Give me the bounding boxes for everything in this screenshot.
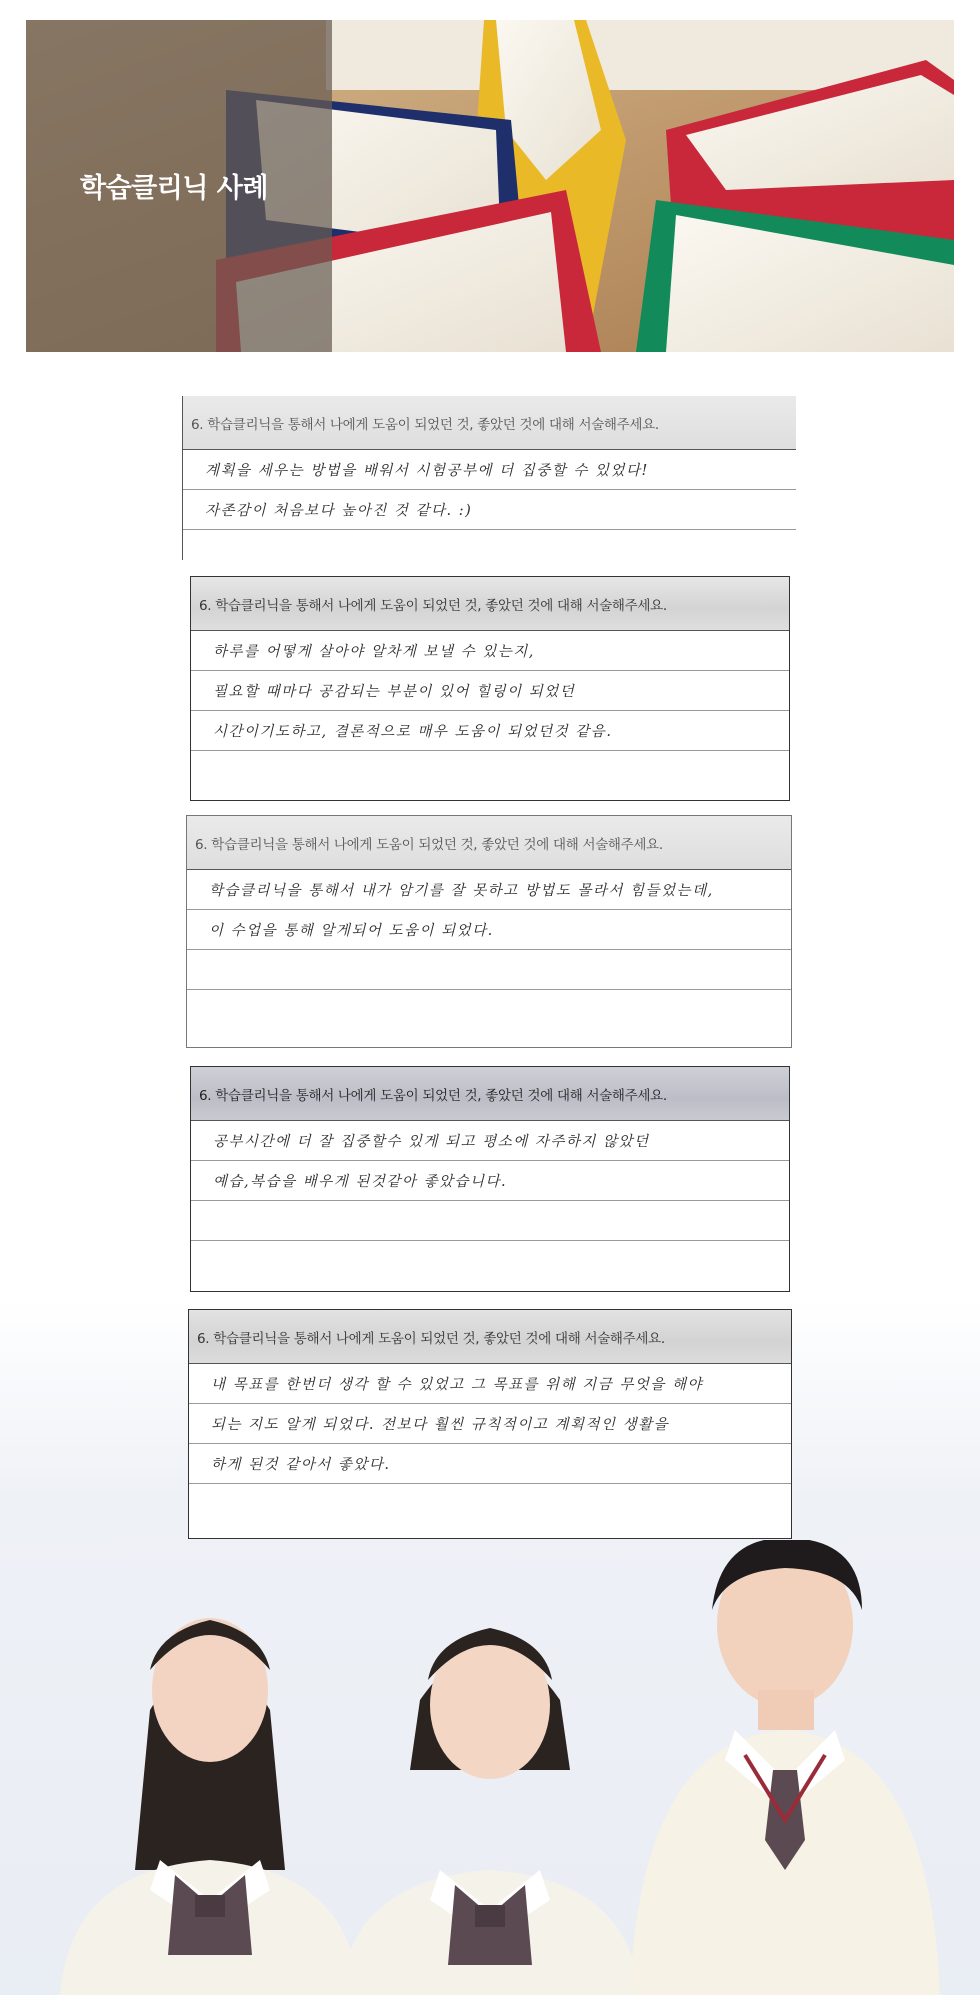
answer-line (187, 950, 791, 990)
student-boy-right (630, 1540, 940, 1995)
answer-line: 자존감이 처음보다 높아진 것 같다. :) (183, 490, 796, 530)
answer-line: 공부시간에 더 잘 집중할수 있게 되고 평소에 자주하지 않았던 (191, 1121, 789, 1161)
answer-line: 되는 지도 알게 되었다. 전보다 훨씬 규칙적이고 계획적인 생활을 (189, 1404, 791, 1444)
review-card (190, 576, 790, 801)
answer-line: 학습클리닉을 통해서 내가 암기를 잘 못하고 방법도 몰라서 힘들었는데, (187, 870, 791, 910)
review-card (188, 1309, 792, 1539)
question-text: 6. 학습클리닉을 통해서 나에게 도움이 되었던 것, 좋았던 것에 대해 서술해주세요. (191, 1067, 789, 1121)
review-card (186, 815, 792, 1048)
answer-line: 하게 된것 같아서 좋았다. (189, 1444, 791, 1484)
answer-line (191, 1241, 789, 1281)
page-title: 학습클리닉 사례 (80, 173, 268, 204)
answer-line: 내 목표를 한번더 생각 할 수 있었고 그 목표를 위해 지금 무엇을 해야 (189, 1364, 791, 1404)
review-card (190, 1066, 790, 1292)
answer-line (191, 751, 789, 791)
review-card (182, 396, 796, 560)
answer-line: 이 수업을 통해 알게되어 도움이 되었다. (187, 910, 791, 950)
hero-banner (26, 20, 954, 352)
answer-line: 예습,복습을 배우게 된것같아 좋았습니다. (191, 1161, 789, 1201)
answer-line (191, 1201, 789, 1241)
question-text: 6. 학습클리닉을 통해서 나에게 도움이 되었던 것, 좋았던 것에 대해 서술해주세요. (187, 816, 791, 870)
question-text: 6. 학습클리닉을 통해서 나에게 도움이 되었던 것, 좋았던 것에 대해 서술해주세요. (183, 396, 796, 450)
students-photo (0, 1540, 980, 1995)
student-girl-left (60, 1618, 360, 1995)
student-girl-middle (340, 1628, 640, 1995)
answer-line: 시간이기도하고, 결론적으로 매우 도움이 되었던것 같음. (191, 711, 789, 751)
question-text: 6. 학습클리닉을 통해서 나에게 도움이 되었던 것, 좋았던 것에 대해 서술해주세요. (191, 577, 789, 631)
answer-line (187, 990, 791, 1030)
answer-line: 계획을 세우는 방법을 배워서 시험공부에 더 집중할 수 있었다! (183, 450, 796, 490)
question-text: 6. 학습클리닉을 통해서 나에게 도움이 되었던 것, 좋았던 것에 대해 서술해주세요. (189, 1310, 791, 1364)
answer-line: 필요할 때마다 공감되는 부분이 있어 힐링이 되었던 (191, 671, 789, 711)
answer-line (189, 1484, 791, 1524)
answer-line: 하루를 어떻게 살아야 알차게 보낼 수 있는지, (191, 631, 789, 671)
